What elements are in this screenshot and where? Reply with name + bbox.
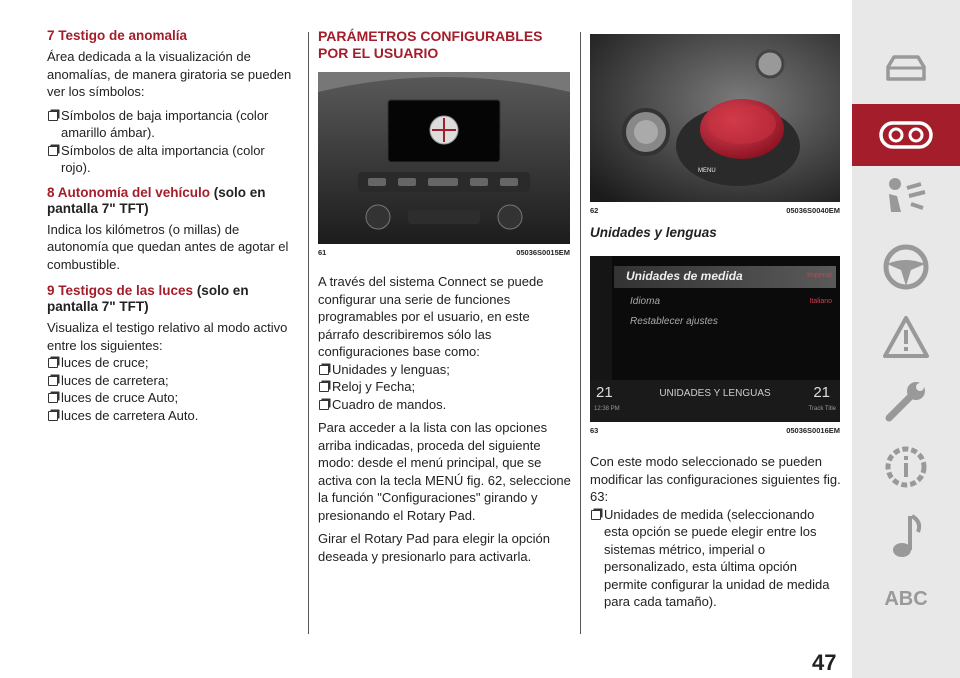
list-item: Unidades de medida (seleccionando esta opción se puede elegir entre los sistemas métrico, imperial o personalizado, esta última opción permite configurar la unidad de medida para cada tamaño). xyxy=(590,506,842,611)
section-9-title: 9 Testigos de las luces (solo en pantalla 7" TFT) xyxy=(47,283,249,314)
screen-bottom-title: UNIDADES Y LENGUAS xyxy=(659,388,771,399)
list-item: Reloj y Fecha; xyxy=(318,378,574,396)
chapter-sidebar xyxy=(852,0,960,678)
screen-value-imperial: Imperial xyxy=(807,272,832,279)
figure-61-caption: 61 05036S0015EM xyxy=(318,248,570,257)
list-item: luces de cruce; xyxy=(47,354,297,372)
subsection-heading: Unidades y lenguas xyxy=(590,225,717,240)
list-item: Símbolos de alta importancia (color rojo). xyxy=(47,142,297,177)
section-heading: PARÁMETROS CONFIGURABLES POR EL USUARIO xyxy=(318,28,543,61)
column-3 xyxy=(590,34,842,611)
info-gear-icon[interactable] xyxy=(852,436,960,498)
section-7-title: 7 Testigo de anomalía xyxy=(47,28,188,43)
list-item: luces de cruce Auto; xyxy=(47,389,297,407)
section-8-body: Indica los kilómetros (o millas) de autonomía que quedan antes de agotar el combustible. xyxy=(47,221,289,272)
access-paragraph: Para acceder a la lista con las opciones arriba indicadas, proceda del siguiente modo: desde el menú principal, que se activa con la tecla MENÚ fig. 62, seleccione la función "Configuraciones" girando y presionando el Rotary Pad. xyxy=(318,420,571,523)
dashboard-icon[interactable] xyxy=(852,104,960,166)
screen-row-reset: Restablecer ajustes xyxy=(630,316,718,327)
seat-safety-icon[interactable] xyxy=(852,168,960,230)
abc-index-button[interactable]: ABC xyxy=(884,587,928,610)
section-8-title: 8 Autonomía del vehículo (solo en pantalla 7" TFT) xyxy=(47,184,266,216)
wrench-icon[interactable] xyxy=(852,370,960,432)
figure-63-settings-screen xyxy=(590,256,840,422)
screen-value-language: Italiano xyxy=(809,298,832,305)
screen-row-units: Unidades de medida xyxy=(626,269,743,283)
list-item: luces de carretera; xyxy=(47,372,297,390)
svg-text:MENU: MENU xyxy=(698,168,716,174)
car-icon[interactable] xyxy=(852,38,960,100)
screen-time: 12:38 PM xyxy=(594,406,620,412)
screen-temp-right: 21 xyxy=(813,384,830,401)
figure-61-dashboard-photo xyxy=(318,72,570,244)
warning-icon[interactable] xyxy=(852,306,960,368)
units-paragraph: Con este modo seleccionado se pueden modificar las configuraciones siguientes fig. 63: xyxy=(590,454,841,504)
screen-temp-left: 21 xyxy=(596,384,613,401)
list-item: luces de carretera Auto. xyxy=(47,407,297,425)
list-item: Unidades y lenguas; xyxy=(318,361,574,379)
column-divider xyxy=(308,32,309,634)
column-2 xyxy=(318,28,574,571)
section-9-body: Visualiza el testigo relativo al modo activo entre los siguientes: xyxy=(47,320,288,353)
figure-62-caption: 62 05036S0040EM xyxy=(590,206,840,215)
list-item: Cuadro de mandos. xyxy=(318,396,574,414)
screen-track-title: Track Title xyxy=(808,406,836,412)
column-divider xyxy=(580,32,581,634)
list-item: Símbolos de baja importancia (color amarillo ámbar). xyxy=(47,107,297,142)
page-number: 47 xyxy=(812,650,837,675)
figure-63-caption: 63 05036S0016EM xyxy=(590,426,840,435)
screen-row-language: Idioma xyxy=(630,296,661,307)
rotary-paragraph: Girar el Rotary Pad para elegir la opción deseada y presionarlo para activarla. xyxy=(318,531,550,564)
intro-paragraph: A través del sistema Connect se puede configurar una serie de funciones programables por el usuario, en este párrafo describiremos sólo las configuraciones base como: xyxy=(318,274,544,359)
column-1 xyxy=(47,28,297,424)
section-7-body: Área dedicada a la visualización de anomalías, de manera giratoria se pueden ver los símbolos: xyxy=(47,49,292,99)
figure-62-rotary-pad-photo xyxy=(590,34,840,202)
steering-wheel-icon[interactable] xyxy=(852,236,960,298)
music-icon[interactable] xyxy=(852,504,960,566)
